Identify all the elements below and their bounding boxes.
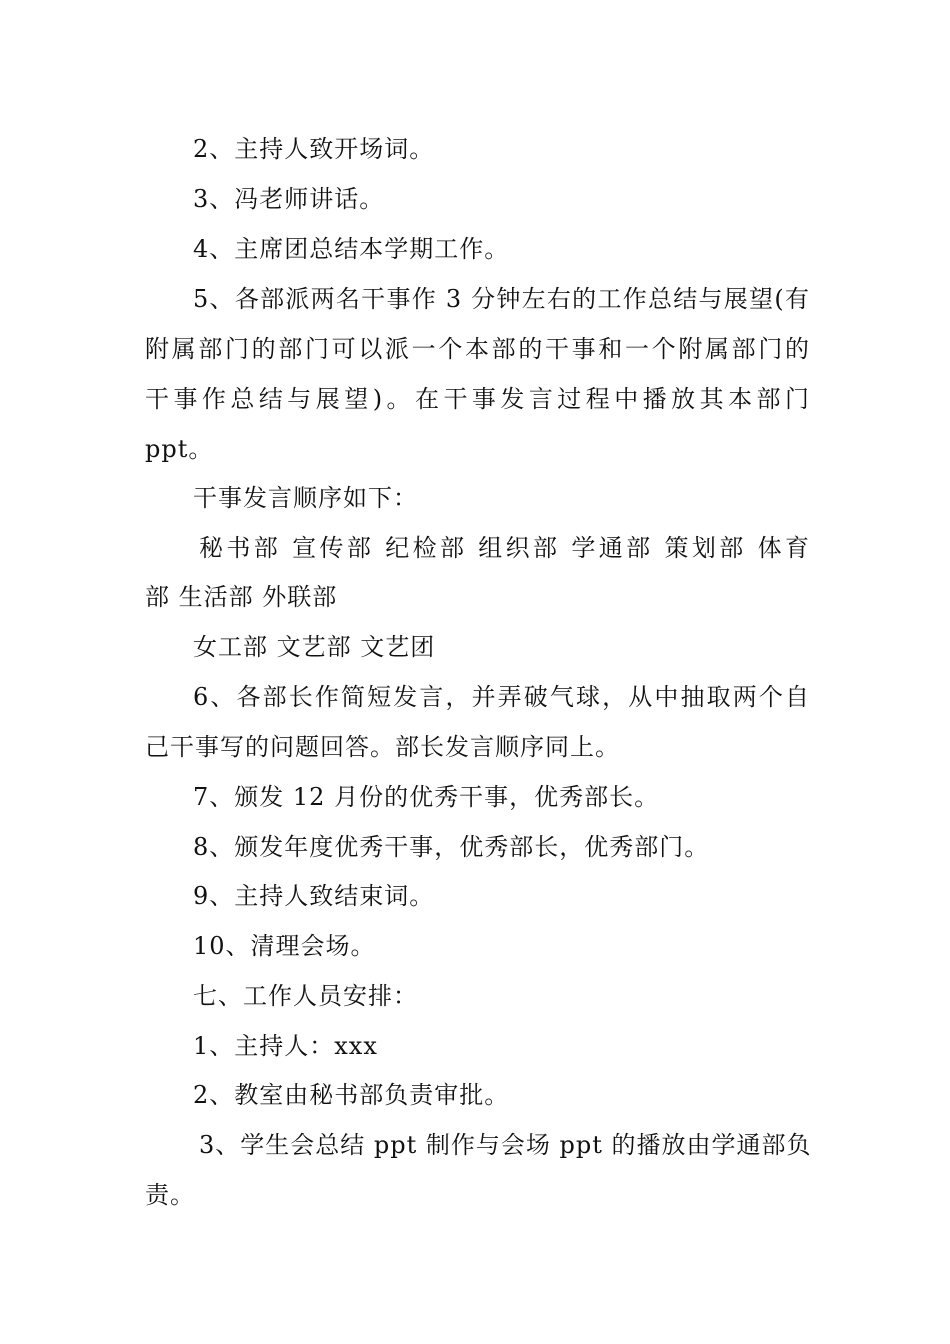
item-10-clean-venue: 10、清理会场。 — [193, 932, 376, 960]
item-2-opening-speech: 2、主持人致开场词。 — [193, 135, 435, 163]
item-4-presidium-summary: 4、主席团总结本学期工作。 — [193, 235, 510, 263]
item-5-line-3: 干事作总结与展望)。在干事发言过程中播放其本部门 — [145, 385, 810, 413]
department-order-line-3: 女工部 文艺部 文艺团 — [193, 633, 436, 661]
department-order-line-2: 部 生活部 外联部 — [145, 583, 338, 611]
item-7-december-awards: 7、颁发 12 月份的优秀干事，优秀部长。 — [193, 783, 660, 811]
item-5-line-2: 附属部门的部门可以派一个本部的干事和一个附属部门的 — [145, 335, 810, 363]
item-6-line-2: 己干事写的问题回答。部长发言顺序同上。 — [145, 733, 620, 761]
speech-order-heading: 干事发言顺序如下： — [193, 484, 418, 512]
item-3-teacher-speech: 3、冯老师讲话。 — [193, 185, 385, 213]
item-5-line-4: ppt。 — [145, 435, 214, 463]
section-7-heading: 七、工作人员安排： — [193, 982, 418, 1010]
staff-item-3-line-2: 责。 — [145, 1181, 195, 1209]
department-order-line-1: 秘书部 宣传部 纪检部 组织部 学通部 策划部 体育 — [199, 534, 810, 562]
staff-item-2-classroom: 2、教室由秘书部负责审批。 — [193, 1081, 510, 1109]
item-6-line-1: 6、各部长作简短发言，并弄破气球，从中抽取两个自 — [193, 683, 810, 711]
item-9-closing-speech: 9、主持人致结束词。 — [193, 882, 435, 910]
item-5-line-1: 5、各部派两名干事作 3 分钟左右的工作总结与展望(有 — [193, 285, 810, 313]
item-8-annual-awards: 8、颁发年度优秀干事，优秀部长，优秀部门。 — [193, 833, 710, 861]
staff-item-3-line-1: 3、学生会总结 ppt 制作与会场 ppt 的播放由学通部负 — [199, 1131, 812, 1159]
staff-item-1-host: 1、主持人：xxx — [193, 1032, 378, 1060]
